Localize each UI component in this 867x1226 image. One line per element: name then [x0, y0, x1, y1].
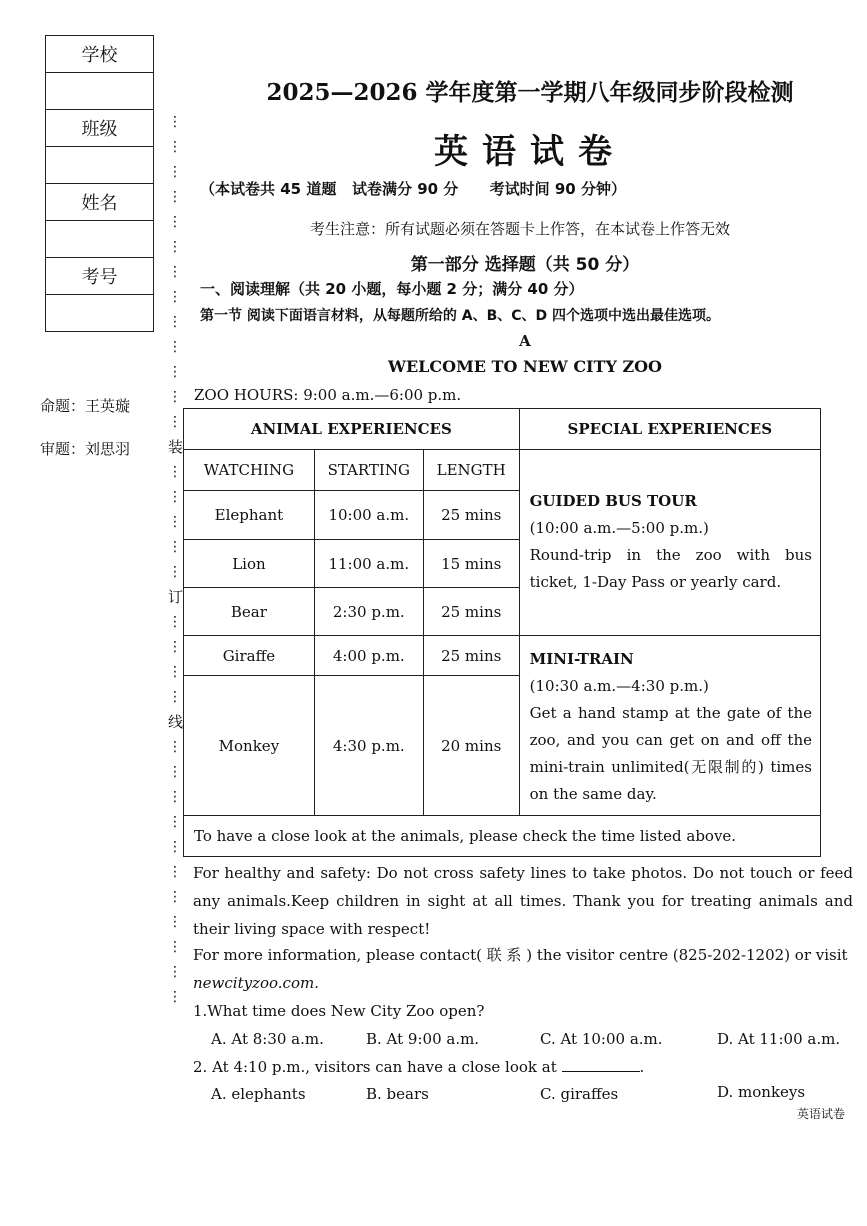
table-cell: 25 mins	[423, 491, 519, 540]
question-2-option-d[interactable]: D. monkeys	[717, 1083, 806, 1101]
question-2-option-b[interactable]: B. bears	[366, 1085, 429, 1103]
passage-label: A	[519, 332, 531, 350]
question-2-stem: 2. At 4:10 p.m., visitors can have a close look at	[193, 1058, 557, 1076]
column-starting: STARTING	[314, 450, 423, 491]
table-cell: 20 mins	[423, 676, 519, 816]
mini-train-desc: Get a hand stamp at the gate of the zoo, and you can get on and off the mini-train unlimited(无限制的) times on the same day.	[529, 704, 812, 803]
table-cell: 4:00 p.m.	[314, 636, 423, 676]
question-2-option-c[interactable]: C. giraffes	[540, 1085, 619, 1103]
zoo-hours: ZOO HOURS: 9:00 a.m.—6:00 p.m.	[194, 386, 462, 404]
table-cell: Elephant	[184, 491, 315, 540]
table-cell: Lion	[184, 540, 315, 588]
column-length: LENGTH	[423, 450, 519, 491]
binding-char-zhuang: 装	[168, 438, 184, 456]
table-cell: 11:00 a.m.	[314, 540, 423, 588]
table-cell: Monkey	[184, 676, 315, 816]
website-text: newcityzoo.com.	[193, 974, 319, 992]
reviewer-label: 审题：刘思羽	[40, 440, 131, 458]
table-cell: 10:00 a.m.	[314, 491, 423, 540]
contact-paragraph	[193, 941, 853, 997]
table-cell: Giraffe	[184, 636, 315, 676]
guided-bus-tour-title: GUIDED BUS TOUR	[529, 492, 697, 510]
question-1-option-a[interactable]: A. At 8:30 a.m.	[211, 1030, 324, 1048]
question-1-option-b[interactable]: B. At 9:00 a.m.	[366, 1030, 480, 1048]
section-heading: 一、阅读理解（共 20 小题，每小题 2 分；满分 40 分）	[200, 280, 584, 298]
table-footer-note: To have a close look at the animals, please check the time listed above.	[184, 816, 821, 857]
part-heading: 第一部分 选择题（共 50 分）	[410, 255, 640, 275]
table-cell: Bear	[184, 588, 315, 636]
exam-notice: 考生注意：所有试题必须在答题卡上作答，在本试卷上作答无效	[309, 220, 730, 238]
class-field[interactable]	[46, 147, 153, 184]
name-field[interactable]	[46, 221, 153, 258]
binding-char-xian: 线	[168, 713, 184, 731]
mini-train-title: MINI-TRAIN	[529, 650, 634, 668]
mini-train-cell	[519, 636, 820, 816]
guided-bus-tour-desc: Round-trip in the zoo with bus ticket, 1-Day Pass or yearly card.	[529, 546, 812, 591]
student-info-box	[45, 35, 154, 332]
zoo-schedule-table	[183, 408, 821, 857]
passage-title: WELCOME TO NEW CITY ZOO	[387, 357, 662, 376]
question-1-stem: 1.What time does New City Zoo open?	[193, 1002, 485, 1020]
table-cell: 4:30 p.m.	[314, 676, 423, 816]
exam-number-field[interactable]	[46, 295, 153, 331]
class-label: 班级	[46, 110, 153, 147]
subsection-heading: 第一节 阅读下面语言材料，从每题所给的 A、B、C、D 四个选项中选出最佳选项。	[200, 308, 721, 324]
school-field[interactable]	[46, 73, 153, 110]
question-1-option-c[interactable]: C. At 10:00 a.m.	[540, 1030, 663, 1048]
subject-title: 英语试卷	[434, 132, 626, 172]
question-2-option-a[interactable]: A. elephants	[211, 1085, 306, 1103]
school-label: 学校	[46, 36, 153, 73]
binding-line: ⋮ ⋮ ⋮ ⋮ ⋮ ⋮ ⋮ ⋮ ⋮ ⋮ ⋮ ⋮ ⋮ 装 ⋮ ⋮ ⋮ ⋮ ⋮ 订 ⋮ ⋮ ⋮ ⋮ 线 ⋮ ⋮ ⋮ ⋮ ⋮ ⋮ ⋮ ⋮ ⋮ ⋮ ⋮	[168, 114, 184, 1005]
table-cell: 25 mins	[423, 636, 519, 676]
animal-experiences-header: ANIMAL EXPERIENCES	[184, 409, 520, 450]
question-2-stem-end: .	[639, 1058, 645, 1076]
exam-info: （本试卷共 45 道题 试卷满分 90 分 考试时间 90 分钟）	[200, 180, 626, 198]
guided-bus-tour-time: (10:00 a.m.—5:00 p.m.)	[529, 519, 709, 537]
question-1-option-d[interactable]: D. At 11:00 a.m.	[717, 1030, 841, 1048]
answer-blank[interactable]	[562, 1057, 640, 1072]
column-watching: WATCHING	[184, 450, 315, 491]
table-cell: 25 mins	[423, 588, 519, 636]
special-experiences-header: SPECIAL EXPERIENCES	[519, 409, 820, 450]
binding-char-ding: 订	[168, 588, 184, 606]
guided-bus-tour-cell	[519, 450, 820, 636]
page-footer: 英语试卷	[797, 1107, 846, 1121]
table-cell: 15 mins	[423, 540, 519, 588]
name-label: 姓名	[46, 184, 153, 221]
mini-train-time: (10:30 a.m.—4:30 p.m.)	[529, 677, 709, 695]
creator-label: 命题：王英璇	[40, 397, 131, 415]
table-cell: 2:30 p.m.	[314, 588, 423, 636]
safety-paragraph: For healthy and safety: Do not cross safety lines to take photos. Do not touch or feed any animals.Keep children in sight at all times. Thank you for treating animals and their living space with respect!	[193, 864, 853, 938]
exam-number-label: 考号	[46, 258, 153, 295]
question-2-stem-line	[193, 1057, 644, 1076]
exam-title: 2025—2026 学年度第一学期八年级同步阶段检测	[266, 79, 794, 106]
contact-text: For more information, please contact( 联 系 ) the visitor centre (825-202-1202) or visit	[193, 946, 848, 964]
